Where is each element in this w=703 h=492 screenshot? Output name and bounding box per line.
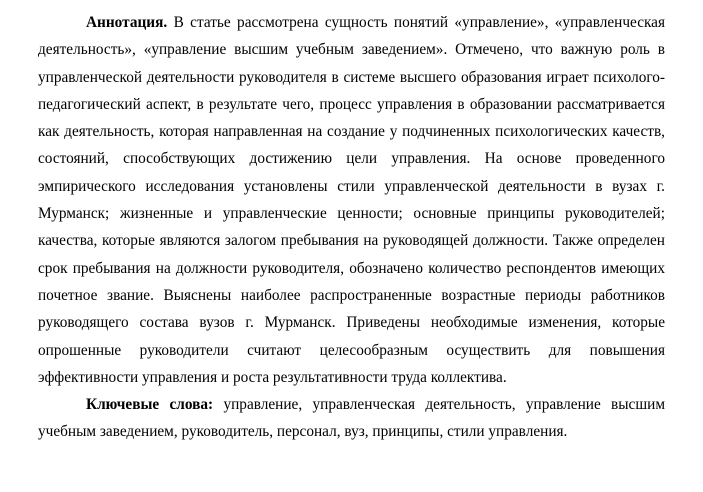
document-page xyxy=(38,9,665,446)
abstract-text: В статье рассмотрена сущность понятий «управление», «управленческая деятельность», «управление высшим учебным заведением». Отмечено, что важную роль в управленческой деятельности руководителя в системе высшего образования играет психолого-педагогический аспект, в результате чего, процесс управления в образовании рассматривается как деятельность, которая направленная на создание у подчиненных психологических качеств, состояний, способствующих достижению цели управления. На основе проведенного эмпирического исследования установлены стили управленческой деятельности в вузах г. Мурманск; жизненные и управленческие ценности; основные принципы руководителей; качества, которые являются залогом пребывания на руководящей должности. Также определен срок пребывания на должности руководителя, обозначено количество респондентов имеющих почетное звание. Выяснены наиболее распространенные возрастные периоды работников руководящего состава вузов г. Мурманск. Приведены необходимые изменения, которые опрошенные руководители считают целесообразным осуществить для повышения эффективности управления и роста результативности труда коллектива. xyxy=(38,14,666,386)
keywords-paragraph xyxy=(38,391,665,446)
abstract-label: Аннотация. xyxy=(86,14,168,31)
abstract-paragraph xyxy=(38,9,665,391)
keywords-text: управление, управленческая деятельность, управление высшим учебным заведением, руководитель, персонал, вуз, принципы, стили управления. xyxy=(38,396,665,441)
keywords-label: Ключевые слова: xyxy=(86,396,214,414)
